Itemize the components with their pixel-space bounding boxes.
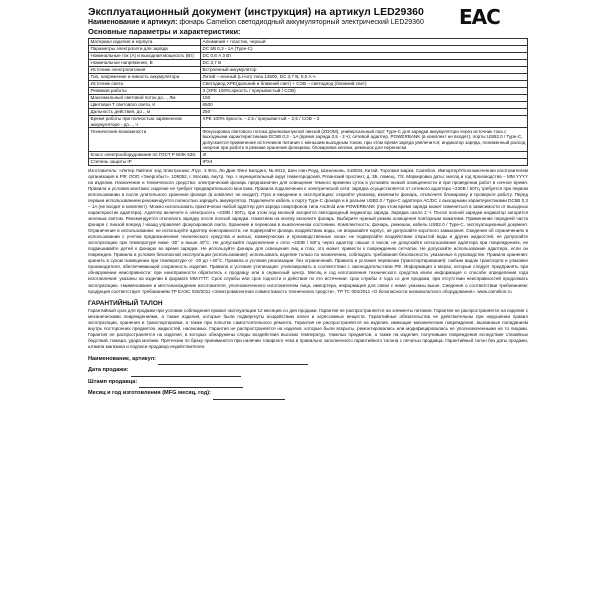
spec-row [89,46,528,53]
spec-key: Класс электрооборудования по ГОСТ Р МЭК 536: [89,151,201,158]
spec-row [89,102,528,109]
product-name-line [88,18,528,27]
warranty-field-blank[interactable] [158,356,308,365]
spec-value: Фокусировка светового потока двояковыпуклой линзой (ZOOM), универсальный порт Type-C для зарядки аккумулятора через источник тока с выходными характеристиками DC5B 0,3 - 1A (время заряда 0,5 - 2 ч): сетевой адаптер, POWERBANK (в комплект не входят), порты USB2.0 / Type-C, допускается применение источников питания с меньшим выходным током, при этом время заряда увеличится; индикатор заряда, пониженный расход энергии при работе в режиме хранения фонарика, блокировка кнопки, ремешок для переноски [201,128,528,151]
specs-table [88,38,528,166]
spec-key: Тип, напряжение и емкость аккумулятора [89,74,201,81]
document-title: Эксплуатационный документ (инструкция) на артикул LED29360 [88,6,424,18]
warranty-fields [88,354,528,400]
spec-row [89,81,528,88]
spec-key: Номинальные ток (А) и выходная мощность (Вт) [89,53,201,60]
spec-value: XPE 100% яркость – 2,5 / прерывистый – 2,5 / COB – 2 [201,116,528,128]
warranty-field-label: Месяц и год изготовления (MFG месяц, год): [88,390,212,397]
warranty-field [88,377,528,388]
spec-key: Источник света [89,81,201,88]
spec-value: Литий – ионный (Li-ion) типа 14500, DC 3,7 В; 0,5 А·ч [201,74,528,81]
spec-key: Параметры электросети для заряда [89,46,201,53]
spec-row [89,88,528,95]
spec-value: IPX4 [201,158,528,165]
warranty-field-label: Наименование, артикул: [88,355,157,362]
spec-row [89,116,528,128]
spec-value: III [201,151,528,158]
warranty-text: Гарантийный срок для продажи при условии соблюдения правил эксплуатации 12 месяцев со дня продажи. Гарантия не распространяется на элементы питания. Гарантия не распространяется на изделия с механическими повреждениями, а также изделия, которые были подвергнуты воздействию влаги и агрессивных веществ. Гарантийные обязательства не действительны при нарушении правил эксплуатации, хранения и транспортировки, а также при попытке самостоятельного ремонта. Гарантия не распространяется на изделия, имеющие механические повреждения, вызванные попаданием внутрь посторонних предметов, жидкостей, насекомых. Гарантия не распространяется на изделия, которые были вскрыты, ремонтировались или модифицировались не уполномоченными на то лицами. Гарантия не распространяется на изделия, в которых обнаружены следы воздействия высоких температур, тяжелых предметов, а также на изделия, получившие повреждения вследствие стихийных бедствий, пожара, удара молнии. Претензии по браку принимаются при наличии товарного чека и правильно заполненного гарантийного талона с печатью продавца. Гарантийный талон без даты продажи, штампа магазина и подписи продавца недействителен. [88,307,528,349]
spec-row [89,74,528,81]
spec-row [89,151,528,158]
spec-key: Дальность действия, до.., м [89,109,201,116]
spec-value: DC 5В 0,3 - 1А (Type-C) [201,46,528,53]
spec-row [89,95,528,102]
spec-key: Технические возможности [89,128,201,151]
spec-value: Светодиод XPE(дальний и ближний свет) + COB – светодиод (ближний свет) [201,81,528,88]
warranty-field-label: Дата продажи: [88,367,129,374]
spec-key: Цветовая Т светового света, K [89,102,201,109]
spec-value: 100 [201,95,528,102]
spec-value: 250 [201,109,528,116]
spec-row [89,128,528,151]
spec-value: Алюминий + пластик, черный [201,39,528,46]
spec-key: Степень защиты IP [89,158,201,165]
spec-key: Максимальный световой поток до..., Лм [89,95,201,102]
spec-row [89,60,528,67]
spec-row [89,109,528,116]
warranty-field-blank[interactable] [131,368,241,377]
warranty-field [88,354,528,365]
instructions-paragraph: Изготовитель: «Интер Лайтинг энд Электроникс Лтд», 3 Фло, Ли Динг Фенг Билдинг, № 6012, Шен Нан Роуд, Шэньчжэнь, 518034, Китай. Торговая марка: Camelion. Импортер/Уполномоченная изготовителем организация в РФ: ООО «Энергобыт», 109052, г. Москва, внутр. тер. г. муниципальный округ Нижегородский, Рязанский проспект, д. 3Б, помещ. 7/3. Маркировка даты: месяц и год производства – MM.YYYY на изделии. Назначение и технического средства: электрический фонарь предназначен для освещения темного времени суток в условиях низкой освещенности и при проведении работ в ночное время. Правила и условия монтажа: изделие не требует предварительного монтажа. Правила подключения к электрической сети: зарядка осуществляется от сетевого адаптера ~230В / 50Гц требуется при первом использовании и после длительного хранения фонаря (в комплект не входит). Пуск и введение в эксплуатацию: откройте упаковку, извлеките фонарь, отключите блокировку и проверьте работу. Перед первым использованием рекомендуется полностью зарядить аккумулятор. Подключите кабель к порту Type-C фонаря и в разъем USB2.0 / Type-C адаптера AC/DC с выходными характеристиками DC5B 0,3 – 1A (не входит в комплект). Можно использовать практически любой адаптер для заряда смартфонов типа Android или POWERBANK (при этом время заряда может измениться в зависимости от выходных характеристик адаптера). Адаптер включите в электросеть ~230В / 50Гц, при этом под кнопкой загорится светодиодный индикатор заряда. Зарядка около 2 ч. После полной зарядки индикатор загорится зеленым светом. Рекомендуется отключать зарядку после полной зарядки. Нажатием на кнопку включите фонарь. Выберите нужный режим освещения повторным нажатием. Применение передней части фонаря с линзой вперед / назад управляет фокусировкой света. Хранение и перевозка в выключенном состоянии. Комплектность: фонарь, ремешок, кабель USB2.0 / Type-C, эксплуатационный документ. Ограничение в использовании: не используйте адаптер неисправности, не подвергайте фонарь воздействию воды, не вскрывайте корпус, не допускайте короткого замыкания. Сведения об ограничениях в использовании с учетом предназначения технического средства и жилых, коммерческих и производственных зонах: не подвергайте воздействию открытой воды и других жидкостей, не допускайте эксплуатацию при температуре ниже -30° и выше 40°С. Не допускайте подключение к сети ~230В / 50Гц через адаптер свыше 4 часов, не допускайте использование адаптера при повреждениях, не подвешивайте детей к фонарю во время зарядки. Не используйте фонарь для освещения лиц и глаз, это может привести к повреждению сетчатки. Не допускайте использование адаптера, если он поврежден. Правила и условия безопасной эксплуатации (использования): использовать изделие только по назначению, соблюдать требования безопасности, указанные в руководстве. Правила хранения: хранить в сухом помещении при температуре от -20 до +40°С. Правила и условия реализации: без ограничений. Правила и условия перевозки (транспортирования): любым видом транспорта в упаковке производителя, обеспечивающей сохранность изделия. Правила и условия утилизации: утилизировать в соответствии с законодательством РФ. Информация о мерах, которые следует предпринять при обнаружении неисправности: при неисправности обратитесь к продавцу или в сервисный центр. Месяц и год изготовления технического средства и/или информация о способе определения года изготовления: указаны на изделии в формате ММ.ГГГГ. Срок службы или срок годности и действия по его истечении: срок службы 4 года со дня продажи, при отсутствии неисправностей продолжать эксплуатацию. Наименование и местонахождение изготовителя, уполномоченного изготовителем лица, импортера, информация для связи с ними: указаны выше. Сведения о соответствии требованиям: продукция соответствует требованиям ТР ЕАЭС 020/2011 «Электромагнитная совместимость технических средств», ТР ТС 004/2011 «О безопасности низковольтного оборудования». www.camelion.ru [88,167,528,294]
spec-value: DC 0,8 А 3 Вт [201,53,528,60]
spec-row [89,39,528,46]
spec-value: DC 3,7 В [201,60,528,67]
spec-key: Материал изделия и корпуса [89,39,201,46]
spec-value: Встроенный аккумулятор [201,67,528,74]
specs-section-heading: Основные параметры и характеристики: [88,27,241,36]
spec-key: Режимов работы [89,88,201,95]
warranty-heading: ГАРАНТИЙНЫЙ ТАЛОН [88,299,163,307]
product-name-value: фонарь Camelion светодиодный аккумуляторный электрический LED29360 [179,19,424,26]
spec-key: Время работы при полностью заряженном аккумуляторе - до..., ч [89,116,201,128]
warranty-field-blank[interactable] [139,379,243,388]
spec-key: Номинальное напряжение, В [89,60,201,67]
warranty-field-blank[interactable] [213,391,285,400]
spec-row [89,67,528,74]
spec-row [89,53,528,60]
product-name-label: Наименование и артикул: [88,19,178,26]
spec-value: 6500 [201,102,528,109]
spec-row [89,158,528,165]
warranty-field-label: Штамп продавца: [88,378,138,385]
document-page [88,6,528,400]
spec-value: 3 (XPE 100%;яркость / прерывистый / COB) [201,88,528,95]
warranty-field [88,388,528,399]
spec-key: Источник электропитания [89,67,201,74]
warranty-field [88,365,528,376]
eac-certification-mark: EAC [459,5,500,29]
